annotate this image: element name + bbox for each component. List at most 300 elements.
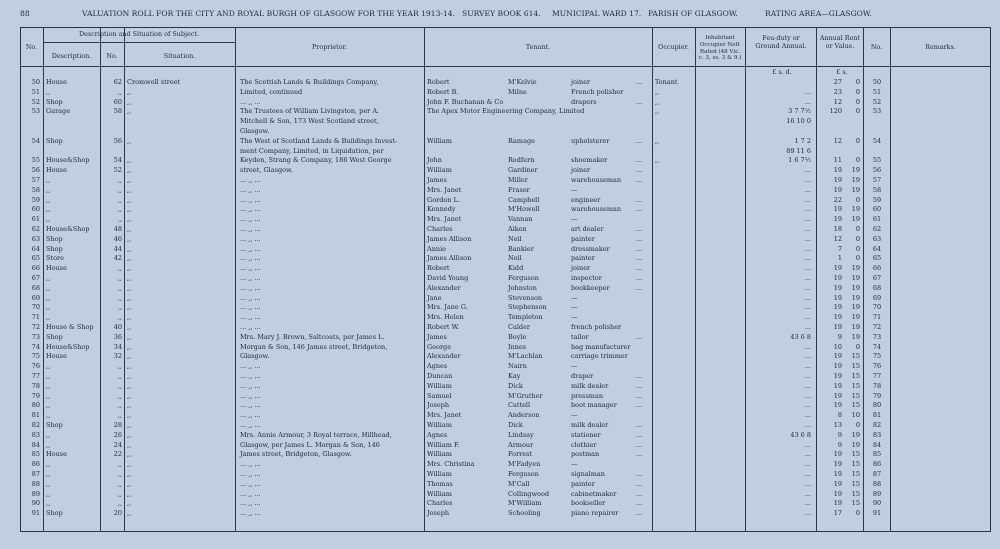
entry-rent-shillings: 0 — [855, 97, 860, 106]
entry-proprietor: Morgan & Son, 146 James street, Bridgeton, — [240, 342, 388, 351]
entry-no: 80 — [31, 401, 40, 410]
entry-feuduty: ... — [804, 225, 811, 233]
entry-rent-shillings: 0 — [855, 244, 860, 253]
entry-no: 77 — [31, 372, 40, 380]
entry-no: 52 — [31, 97, 40, 106]
entry-rent-pounds: 12 — [833, 136, 842, 145]
entry-rent-shillings: 19 — [851, 274, 860, 282]
entry-occupation-dots: ... — [636, 421, 643, 429]
col-occupier: Occupier. — [658, 43, 689, 51]
entry-feuduty: ... — [804, 372, 811, 380]
entry-occupation: shoemaker — [571, 156, 608, 165]
entry-tenant-surname: Collingwood — [508, 489, 550, 498]
entry-feuduty: ... — [804, 205, 811, 214]
entry-occupation: French polisher — [571, 87, 624, 96]
entry-tenant-first: Joseph — [427, 401, 450, 410]
entry-proprietor: ... ,, ... — [240, 460, 261, 469]
entry-description: House&Shop — [46, 342, 90, 351]
entry-rent-pounds: 8 — [837, 411, 842, 420]
entry-street-no: ,, — [117, 205, 122, 214]
entry-occupation: drapers — [571, 97, 597, 106]
entry-no-right: 87 — [872, 470, 882, 478]
entry-tenant-first: David Young — [427, 274, 469, 282]
entry-proprietor: ... ,, ... — [240, 479, 261, 488]
entry-description: ,, — [46, 274, 51, 282]
table-row — [0, 215, 1000, 225]
table-row — [0, 303, 1000, 313]
table-row — [0, 362, 1000, 372]
entry-rent-pounds: 17 — [833, 509, 842, 518]
entry-no: 53 — [31, 107, 40, 116]
table-row — [0, 372, 1000, 382]
entry-rent-shillings: 0 — [855, 87, 860, 96]
entry-no-right: 69 — [872, 293, 882, 302]
table-row — [0, 166, 1000, 176]
entry-situation: ,, — [127, 87, 132, 96]
table-row — [0, 343, 1000, 353]
entry-street-no: ,, — [117, 293, 122, 302]
entry-no-right: 50 — [872, 78, 882, 86]
entry-occupation-dots: ... — [636, 372, 643, 380]
table-row — [0, 480, 1000, 490]
table-row — [0, 196, 1000, 206]
entry-feuduty: ... — [804, 313, 811, 322]
entry-street-no: 60 — [113, 97, 122, 106]
entry-occupation: tailor — [571, 332, 589, 341]
entry-occupation-dots: ... — [636, 489, 643, 498]
entry-tenant-surname: Campbell — [508, 195, 540, 204]
entry-street-no: ,, — [117, 303, 122, 312]
entry-no: 76 — [31, 362, 40, 371]
entry-tenant-surname: Vannan — [508, 215, 533, 224]
entry-no-right: 59 — [872, 195, 882, 204]
entry-feuduty: ... — [804, 166, 811, 175]
entry-rent-pounds: 19 — [833, 274, 842, 282]
entry-tenant-first: Agnes — [427, 362, 448, 371]
entry-occupation-dots: ... — [636, 176, 643, 184]
entry-description: House — [46, 78, 67, 86]
entry-occupation: carriage trimmer — [571, 352, 628, 361]
entry-rent-pounds: 19 — [833, 283, 842, 292]
entry-occupation: upholsterer — [571, 136, 610, 145]
entry-description: ,, — [46, 470, 51, 478]
entry-street-no: 34 — [113, 342, 122, 351]
entry-proprietor: ... ,, ... — [240, 421, 261, 429]
entry-occupation-dots: ... — [636, 430, 643, 439]
entry-situation: ,, — [127, 254, 132, 263]
entry-rent-shillings: 15 — [851, 460, 860, 469]
entry-rent-shillings: 15 — [851, 381, 860, 390]
entry-rent-pounds: 19 — [833, 499, 842, 508]
entry-situation: ,, — [127, 185, 132, 194]
entry-tenant-surname: Redfern — [508, 156, 535, 165]
entry-situation: ,, — [127, 274, 132, 282]
entry-no: 56 — [31, 166, 40, 175]
entry-feuduty: 89 11 6 — [786, 146, 811, 155]
entry-description: ,, — [46, 381, 51, 390]
entry-rent-shillings: 0 — [855, 421, 860, 429]
entry-tenant-surname: M'William — [508, 499, 542, 508]
entry-feuduty: ... — [804, 342, 811, 351]
entry-rent-pounds: 19 — [833, 352, 842, 361]
entry-situation: ,, — [127, 313, 132, 322]
entry-occupation: — — [571, 313, 578, 322]
table-row — [0, 401, 1000, 411]
entry-tenant-surname: M'Gruther — [508, 391, 543, 400]
entry-rent-pounds: 10 — [833, 342, 842, 351]
entry-situation: ,, — [127, 107, 132, 116]
entry-rent-shillings: 0 — [855, 136, 860, 145]
entry-street-no: ,, — [117, 391, 122, 400]
entry-no: 74 — [31, 342, 40, 351]
entry-rent-shillings: 15 — [851, 362, 860, 371]
entry-rent-pounds: 19 — [833, 401, 842, 410]
entry-tenant-first: Annie — [427, 244, 446, 253]
entry-no: 54 — [31, 136, 40, 145]
entry-occupation-dots: ... — [636, 234, 643, 243]
entry-rent-pounds: 12 — [833, 97, 842, 106]
entry-rent-pounds: 13 — [833, 421, 842, 429]
entry-tenant-first: James Allison — [427, 234, 472, 243]
roll-title: VALUATION ROLL FOR THE CITY AND ROYAL BURGH OF GLASGOW FOR THE YEAR 1913-14. — [82, 9, 456, 18]
entry-tenant-first: John — [427, 156, 442, 165]
entry-occupation-dots: ... — [636, 264, 643, 273]
entry-rent-shillings: 0 — [855, 78, 860, 86]
entry-feuduty: ... — [804, 440, 811, 449]
entry-street-no: 26 — [113, 430, 122, 439]
entry-feuduty: 3 7 7½ — [788, 107, 811, 116]
entry-description: ,, — [46, 293, 51, 302]
entry-proprietor: Glasgow. — [240, 352, 270, 361]
col-rent: Annual Rent or Value. — [819, 34, 861, 50]
table-row — [0, 460, 1000, 470]
entry-rent-shillings: 0 — [855, 234, 860, 243]
entry-street-no: ,, — [117, 411, 122, 420]
entry-situation: ,, — [127, 509, 132, 518]
entry-street-no: 36 — [113, 332, 122, 341]
entry-rent-pounds: 1 — [837, 254, 842, 263]
entry-situation: ,, — [127, 225, 132, 233]
table-row — [0, 98, 1000, 108]
entry-feuduty: ... — [804, 391, 811, 400]
entry-proprietor: The West of Scotland Lands & Buildings Invest- — [240, 136, 398, 145]
entry-description: ,, — [46, 215, 51, 224]
entry-street-no: ,, — [117, 215, 122, 224]
entry-no-right: 78 — [872, 381, 882, 390]
entry-occupation-dots: ... — [636, 205, 643, 214]
table-row — [0, 117, 1000, 127]
entry-rent-pounds: 19 — [833, 362, 842, 371]
entry-occupation: — — [571, 303, 578, 312]
entry-proprietor: ... ,, ... — [240, 372, 261, 380]
entry-rent-shillings: 19 — [851, 166, 860, 175]
entry-rent-pounds: 19 — [833, 166, 842, 175]
entry-tenant-surname: Innes — [508, 342, 527, 351]
entry-description: ,, — [46, 411, 51, 420]
entry-rent-pounds: 19 — [833, 185, 842, 194]
entry-rent-pounds: 27 — [833, 78, 842, 86]
entry-no: 66 — [31, 264, 40, 273]
entry-occupation: stationer — [571, 430, 601, 439]
entry-description: ,, — [46, 401, 51, 410]
entry-occupation: bookseller — [571, 499, 606, 508]
entry-no: 50 — [31, 78, 40, 86]
entry-rent-shillings: 19 — [851, 313, 860, 322]
entry-no: 51 — [31, 87, 40, 96]
entry-no-right: 67 — [872, 274, 882, 282]
entry-no-right: 58 — [872, 185, 882, 194]
entry-feuduty: ... — [804, 460, 811, 469]
entry-feuduty: ... — [804, 381, 811, 390]
table-row — [0, 323, 1000, 333]
table-row — [0, 470, 1000, 480]
entry-proprietor: ... ,, ... — [240, 411, 261, 420]
entry-proprietor: ... ,, ... — [240, 499, 261, 508]
entry-tenant-first: James Allison — [427, 254, 472, 263]
table-row — [0, 274, 1000, 284]
entry-tenant-surname: Kay — [508, 372, 521, 380]
entry-situation: ,, — [127, 156, 132, 165]
col-description-group: Description and Situation of Subject. — [79, 30, 199, 38]
entry-street-no: ,, — [117, 313, 122, 322]
entry-description: Shop — [46, 509, 63, 518]
entry-tenant-surname: Gardiner — [508, 166, 538, 175]
entry-occupation-dots: ... — [636, 509, 643, 518]
table-row — [0, 137, 1000, 147]
entry-situation: ,, — [127, 195, 132, 204]
entry-situation: ,, — [127, 440, 132, 449]
entry-occupation: postman — [571, 450, 600, 459]
entry-feuduty: 43 6 8 — [790, 430, 811, 439]
entry-rent-shillings: 0 — [855, 254, 860, 263]
entry-occupation: — — [571, 460, 578, 469]
entry-feuduty: 1 6 7½ — [788, 156, 811, 165]
entry-situation: ,, — [127, 401, 132, 410]
entry-tenant-surname: M'Fadyen — [508, 460, 541, 469]
entry-description: Shop — [46, 421, 63, 429]
entry-street-no: 44 — [113, 244, 122, 253]
entry-tenant-first: Alexander — [427, 352, 461, 361]
entry-occupation: joiner — [571, 78, 591, 86]
entry-description: ,, — [46, 362, 51, 371]
entry-feuduty: ... — [804, 215, 811, 224]
entry-tenant-first: William — [427, 450, 452, 459]
entry-street-no: 48 — [113, 225, 122, 233]
entry-feuduty: 1 7 2 — [794, 136, 811, 145]
entry-occupation-dots: ... — [636, 401, 643, 410]
entry-no-right: 71 — [872, 313, 882, 322]
entry-tenant-surname: Cattell — [508, 401, 531, 410]
entry-no-right: 83 — [872, 430, 882, 439]
entry-description: ,, — [46, 303, 51, 312]
entry-description: ,, — [46, 460, 51, 469]
entry-tenant-surname: Armour — [508, 440, 534, 449]
entry-rent-shillings: 19 — [851, 215, 860, 224]
entry-no: 83 — [31, 430, 40, 439]
entry-occupation-dots: ... — [636, 479, 643, 488]
entry-no-right: 77 — [872, 372, 882, 380]
entry-rent-shillings: 10 — [851, 411, 860, 420]
entry-situation: ,, — [127, 450, 132, 459]
entry-no: 78 — [31, 381, 40, 390]
entry-no-right: 89 — [872, 489, 882, 498]
entry-proprietor: ... ,, ... — [240, 293, 261, 302]
col-inhabitant: Inhabitant Occupier Nett Rated (48 Vic. c. 3, ss. 3 & 9.) — [698, 35, 742, 62]
entry-rent-shillings: 15 — [851, 401, 860, 410]
col-sub-no: No. — [106, 52, 118, 60]
entry-no-right: 60 — [872, 205, 882, 214]
entry-occupation: clothier — [571, 440, 597, 449]
entry-tenant-first: The Apex Motor Engineering Company, Limited — [427, 107, 585, 116]
entry-situation: ,, — [127, 352, 132, 361]
entry-rent-shillings: 15 — [851, 479, 860, 488]
entry-proprietor: ... ,, ... — [240, 254, 261, 263]
entry-rent-shillings: 15 — [851, 391, 860, 400]
entry-street-no: ,, — [117, 499, 122, 508]
entry-no: 68 — [31, 283, 40, 292]
entry-rent-pounds: 19 — [833, 381, 842, 390]
entry-situation: ,, — [127, 430, 132, 439]
entry-proprietor: ... ,, ... — [240, 215, 261, 224]
entry-rent-pounds: 120 — [829, 107, 842, 116]
entry-proprietor: ... ,, ... — [240, 195, 261, 204]
entry-occupation-dots: ... — [636, 254, 643, 263]
entry-feuduty: ... — [804, 470, 811, 478]
table-row — [0, 352, 1000, 362]
entry-street-no: ,, — [117, 401, 122, 410]
entry-no: 63 — [31, 234, 40, 243]
entry-occupation-dots: ... — [636, 283, 643, 292]
entry-occupation: dressmaker — [571, 244, 610, 253]
col-no-right: No. — [870, 43, 883, 51]
entry-rent-shillings: 0 — [855, 225, 860, 233]
entry-occupation: piano repairer — [571, 509, 619, 518]
entry-tenant-surname: Milne — [508, 87, 527, 96]
parish: PARISH OF GLASGOW. — [648, 9, 738, 18]
entry-tenant-first: Samuel — [427, 391, 452, 400]
entry-no-right: 84 — [872, 440, 882, 449]
entry-no-right: 51 — [872, 87, 882, 96]
entry-rent-shillings: 0 — [855, 156, 860, 165]
entry-no: 88 — [31, 479, 40, 488]
entry-description: Garage — [46, 107, 71, 116]
entry-tenant-first: Mrs. Christina — [427, 460, 475, 469]
entry-rent-shillings: 0 — [855, 107, 860, 116]
entry-rent-pounds: 7 — [837, 244, 842, 253]
entry-description: House — [46, 166, 67, 175]
table-row — [0, 333, 1000, 343]
entry-proprietor: ... ,, ... — [240, 225, 261, 233]
entry-street-no: ,, — [117, 479, 122, 488]
entry-feuduty: ... — [804, 97, 811, 106]
entry-feuduty: ... — [804, 499, 811, 508]
entry-street-no: ,, — [117, 283, 122, 292]
entry-rent-pounds: 19 — [833, 489, 842, 498]
entry-situation: ,, — [127, 499, 132, 508]
entry-description: Store — [46, 254, 64, 263]
entry-proprietor: ... ,, ... — [240, 323, 261, 331]
entry-street-no: ,, — [117, 264, 122, 273]
entry-tenant-first: Jane — [427, 293, 442, 302]
entry-street-no: 24 — [113, 440, 122, 449]
entry-no-right: 81 — [872, 411, 882, 420]
entry-tenant-surname: M'Call — [508, 479, 530, 488]
entry-tenant-surname: Dick — [508, 381, 523, 390]
entry-occupation: warehouseman — [571, 176, 622, 184]
entry-feuduty: ... — [804, 352, 811, 361]
entry-rent-pounds: 18 — [833, 225, 842, 233]
survey-book: SURVEY BOOK 614. — [462, 9, 541, 18]
entry-feuduty: ... — [804, 489, 811, 498]
entry-proprietor: ... ,, ... — [240, 381, 261, 390]
entry-feuduty: ... — [804, 479, 811, 488]
entry-situation: ,, — [127, 372, 132, 380]
entry-tenant-first: Duncan — [427, 372, 453, 380]
entry-occupation: joiner — [571, 166, 591, 175]
entry-description: ,, — [46, 283, 51, 292]
entry-occupation-dots: ... — [636, 274, 643, 282]
entry-description: House — [46, 352, 67, 361]
entry-tenant-surname: Stevenson — [508, 293, 543, 302]
entry-feuduty: ... — [804, 254, 811, 263]
entry-tenant-surname: Dick — [508, 421, 523, 429]
entry-tenant-first: Mrs. Janet — [427, 411, 462, 420]
col-tenant: Tenant. — [525, 43, 551, 51]
entry-occupation: — — [571, 362, 578, 371]
entry-no-right: 64 — [872, 244, 882, 253]
entry-situation: ,, — [127, 381, 132, 390]
table-row — [0, 225, 1000, 235]
entry-rent-shillings: 15 — [851, 352, 860, 361]
entry-situation: ,, — [127, 244, 132, 253]
entry-feuduty: ... — [804, 411, 811, 420]
entry-occupation: — — [571, 411, 578, 420]
entry-occupation-dots: ... — [636, 166, 643, 175]
entry-proprietor: ... ,, ... — [240, 185, 261, 194]
entry-street-no: 54 — [113, 156, 122, 165]
entry-no: 67 — [31, 274, 40, 282]
entry-proprietor: Keyden, Strang & Company, 186 West George — [240, 156, 392, 165]
entry-occupier: ,, — [655, 107, 660, 116]
entry-feuduty: ... — [804, 362, 811, 371]
entry-no-right: 79 — [872, 391, 882, 400]
entry-description: ,, — [46, 205, 51, 214]
entry-tenant-first: Robert — [427, 78, 450, 86]
entry-description: Shop — [46, 234, 63, 243]
entry-tenant-first: Robert — [427, 264, 450, 273]
entry-proprietor: ... ,, ... — [240, 401, 261, 410]
entry-tenant-surname: Fraser — [508, 185, 530, 194]
municipal-ward: MUNICIPAL WARD 17. — [552, 9, 642, 18]
entry-no-right: 90 — [872, 499, 882, 508]
entry-rent-shillings: 0 — [855, 509, 860, 518]
entry-occupation: french polisher — [571, 323, 622, 331]
entry-no: 58 — [31, 185, 40, 194]
entry-occupation: cabinetmaker — [571, 489, 617, 498]
entry-occupation: painter — [571, 479, 595, 488]
entry-occupier: ,, — [655, 87, 660, 96]
entry-rent-pounds: 19 — [833, 303, 842, 312]
entry-no: 57 — [31, 176, 40, 184]
entry-situation: ,, — [127, 97, 132, 106]
entry-tenant-surname: Nairn — [508, 362, 527, 371]
entry-situation: ,, — [127, 391, 132, 400]
entry-situation: ,, — [127, 323, 132, 331]
table-row — [0, 411, 1000, 421]
entry-occupier: ,, — [655, 97, 660, 106]
entry-tenant-surname: M'Howell — [508, 205, 540, 214]
entry-no-right: 57 — [872, 176, 882, 184]
